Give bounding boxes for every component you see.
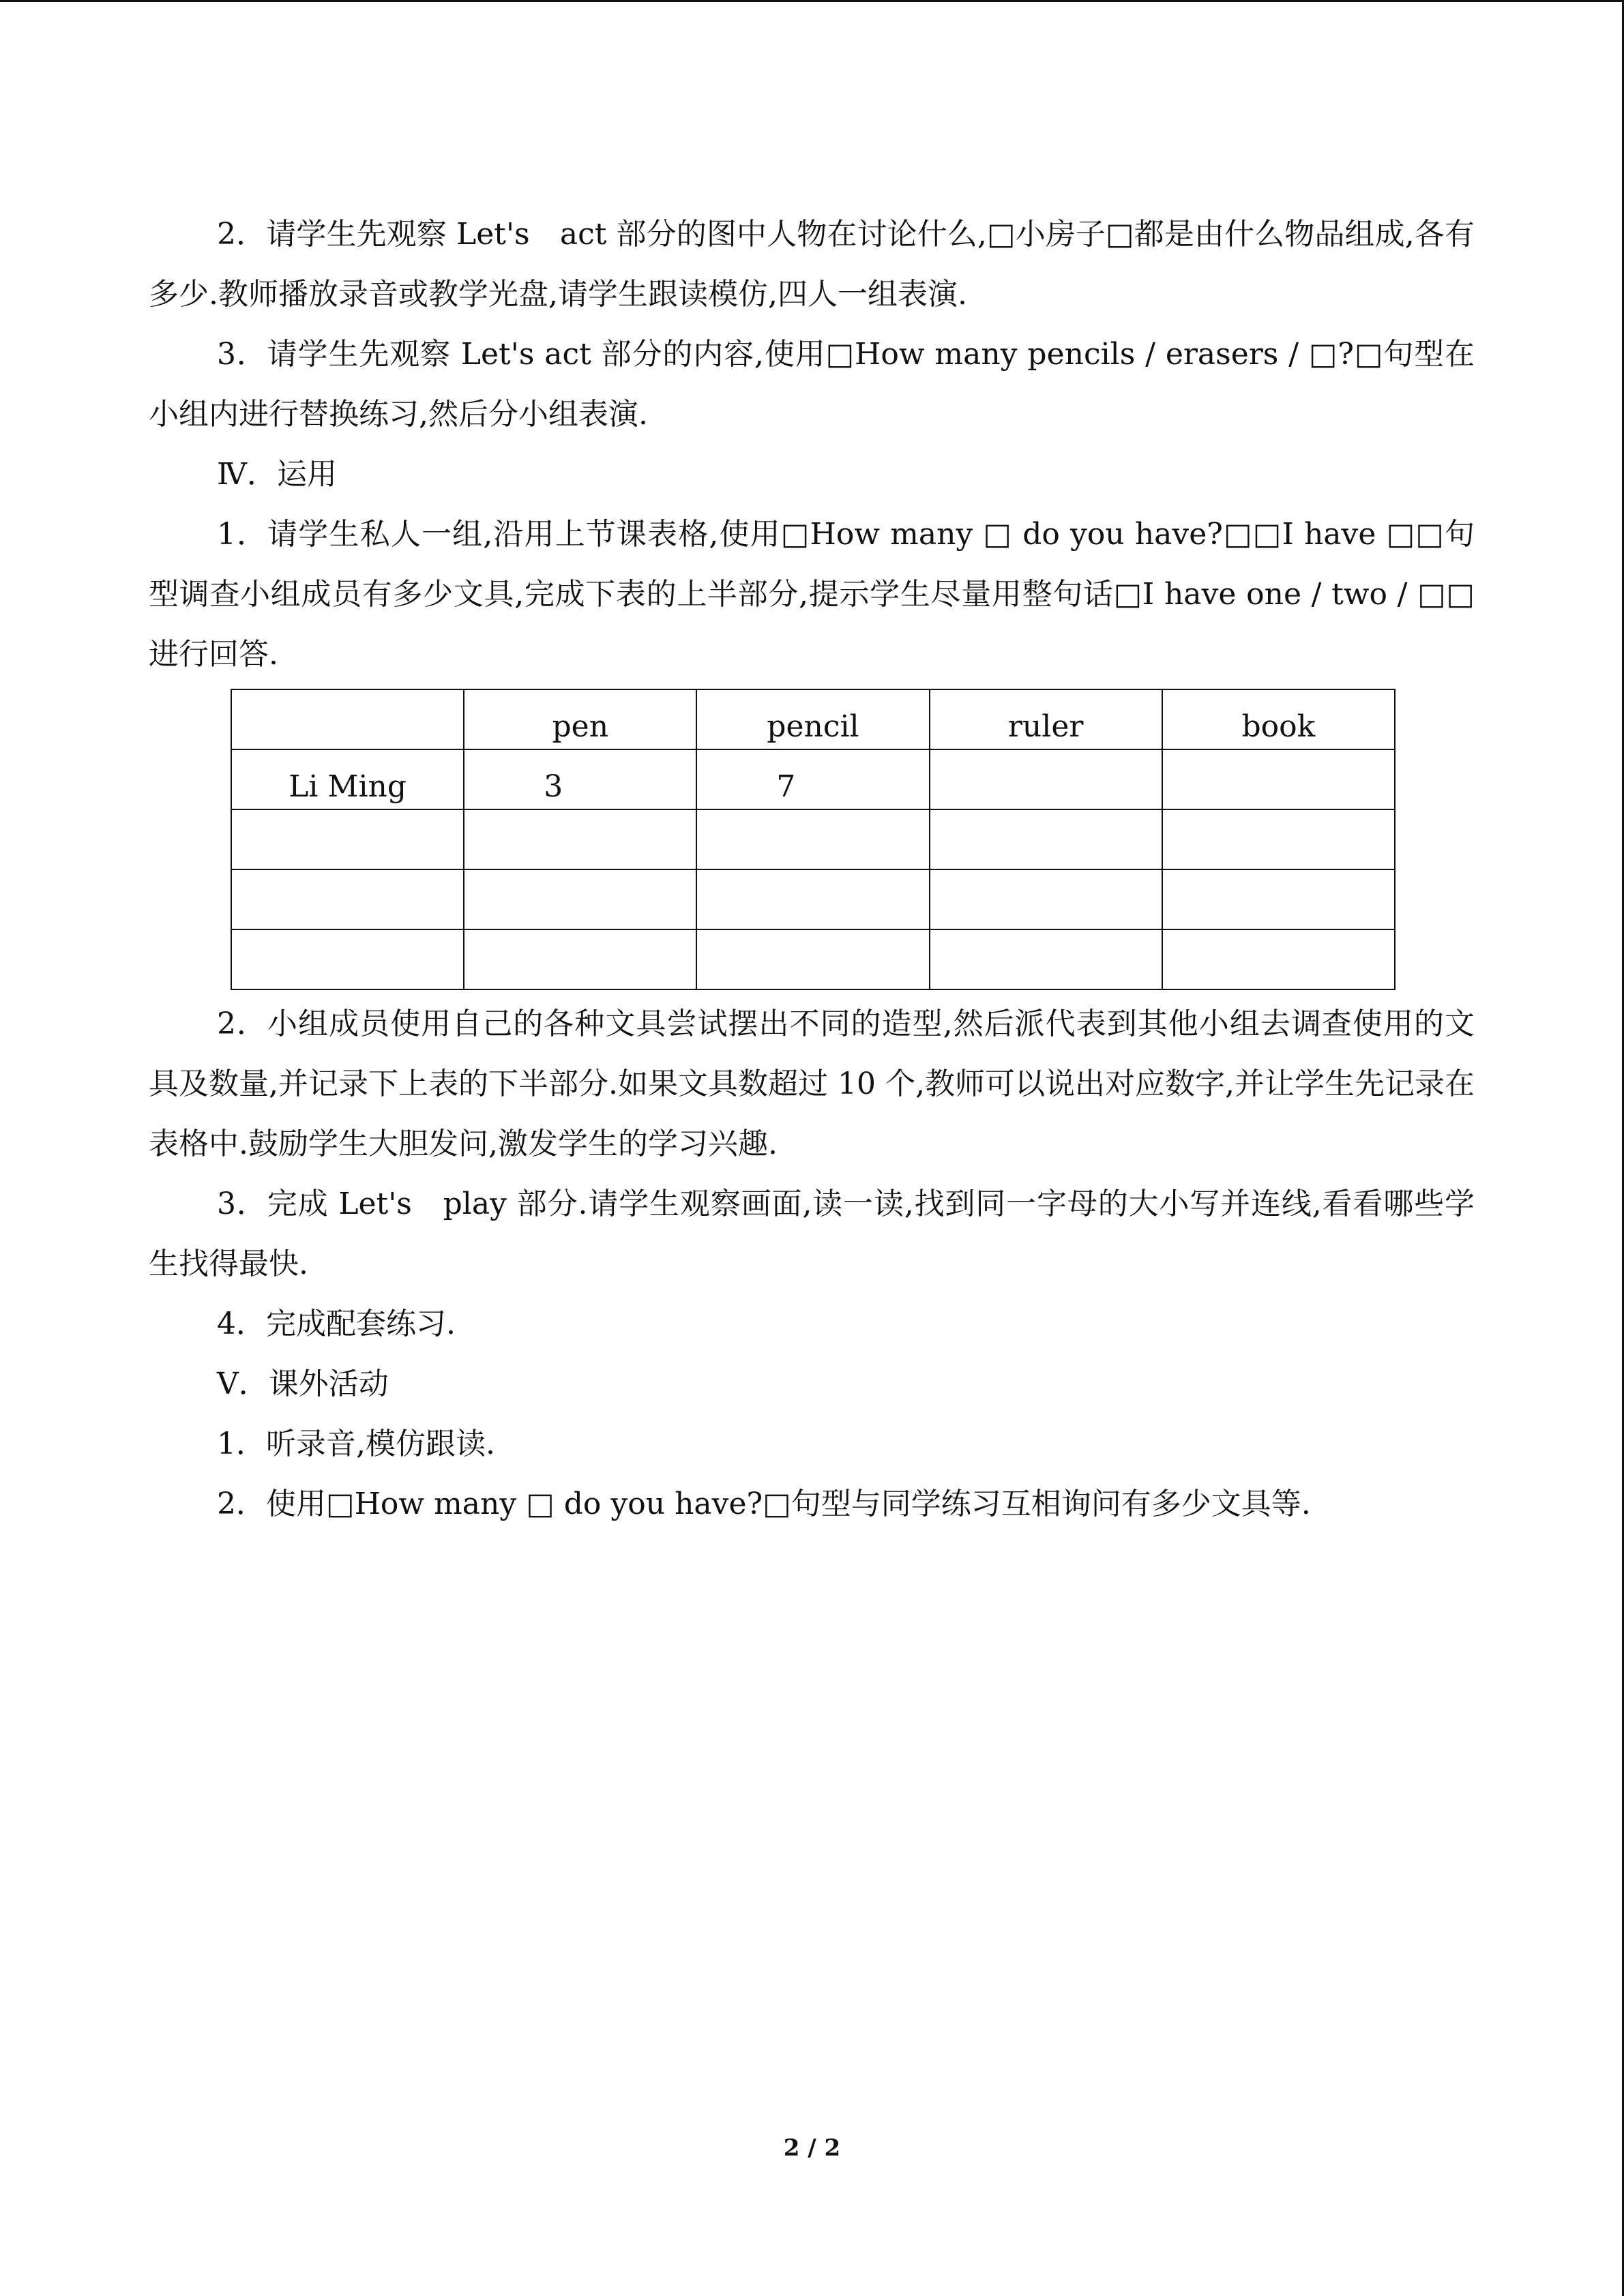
- paragraph: 2．使用□How many □ do you have?□句型与同学练习互相询问有多少文具等.: [217, 1487, 1311, 1521]
- table-cell: [231, 929, 464, 989]
- paragraph: 2．小组成员使用自己的各种文具尝试摆出不同的造型,然后派代表到其他小组去调查使用的文具及数量,并记录下上表的下半部分.如果文具数超过 10 个,教师可以说出对应数字,并让学生先记录在表格中.鼓励学生大胆发问,激发学生的学习兴趣.: [149, 1007, 1475, 1161]
- top-border-line: [0, 0, 1624, 2]
- paragraph: 2．请学生先观察 Let's act 部分的图中人物在讨论什么,□小房子□都是由什么物品组成,各有多少.教师播放录音或教学光盘,请学生跟读模仿,四人一组表演.: [149, 217, 1475, 312]
- paragraph: 1．听录音,模仿跟读.: [217, 1427, 495, 1461]
- table-row: [231, 869, 1395, 929]
- table-cell: [1162, 749, 1395, 809]
- table-cell: [1162, 869, 1395, 929]
- table-row: [231, 749, 1395, 809]
- table-header-cell: book: [1162, 689, 1395, 749]
- paragraph: 4．完成配套练习.: [217, 1307, 456, 1341]
- page-number: 2 / 2: [783, 2134, 841, 2162]
- section-heading: Ⅳ．运用: [217, 457, 337, 492]
- table-header-cell: pencil: [696, 689, 929, 749]
- table-cell: [696, 869, 929, 929]
- table-cell: [930, 809, 1162, 869]
- table-cell: [231, 809, 464, 869]
- paragraph: 3．请学生先观察 Let's act 部分的内容,使用□How many pencils / erasers / □?□句型在小组内进行替换练习,然后分小组表演.: [149, 337, 1475, 432]
- table-cell: [696, 809, 929, 869]
- document-body: [149, 205, 1475, 1534]
- table-cell: [231, 869, 464, 929]
- table-cell: [1162, 929, 1395, 989]
- table-cell: [930, 749, 1162, 809]
- stationery-table-wrapper: [231, 689, 1475, 990]
- table-cell: 3: [464, 749, 696, 809]
- table-cell: Li Ming: [231, 749, 464, 809]
- paragraph: 3．完成 Let's play 部分.请学生观察画面,读一读,找到同一字母的大小写并连线,看看哪些学生找得最快.: [149, 1187, 1475, 1281]
- table-header-cell: ruler: [930, 689, 1162, 749]
- table-cell: [930, 869, 1162, 929]
- table-row: [231, 809, 1395, 869]
- table-header-cell: pen: [464, 689, 696, 749]
- table-header-row: [231, 689, 1395, 749]
- table-cell: [1162, 809, 1395, 869]
- table-cell: [696, 929, 929, 989]
- section-heading: Ⅴ．课外活动: [217, 1367, 389, 1401]
- paragraph: 1．请学生私人一组,沿用上节课表格,使用□How many □ do you have?□□I have □□句型调查小组成员有多少文具,完成下表的上半部分,提示学生尽量用整句话□I have one / two / □□进行回答.: [149, 517, 1475, 672]
- table-cell: [464, 809, 696, 869]
- table-header-cell: [231, 689, 464, 749]
- table-row: [231, 929, 1395, 989]
- table-cell: [464, 869, 696, 929]
- table-cell: [464, 929, 696, 989]
- table-cell: [930, 929, 1162, 989]
- table-cell: 7: [696, 749, 929, 809]
- stationery-table: [231, 689, 1396, 990]
